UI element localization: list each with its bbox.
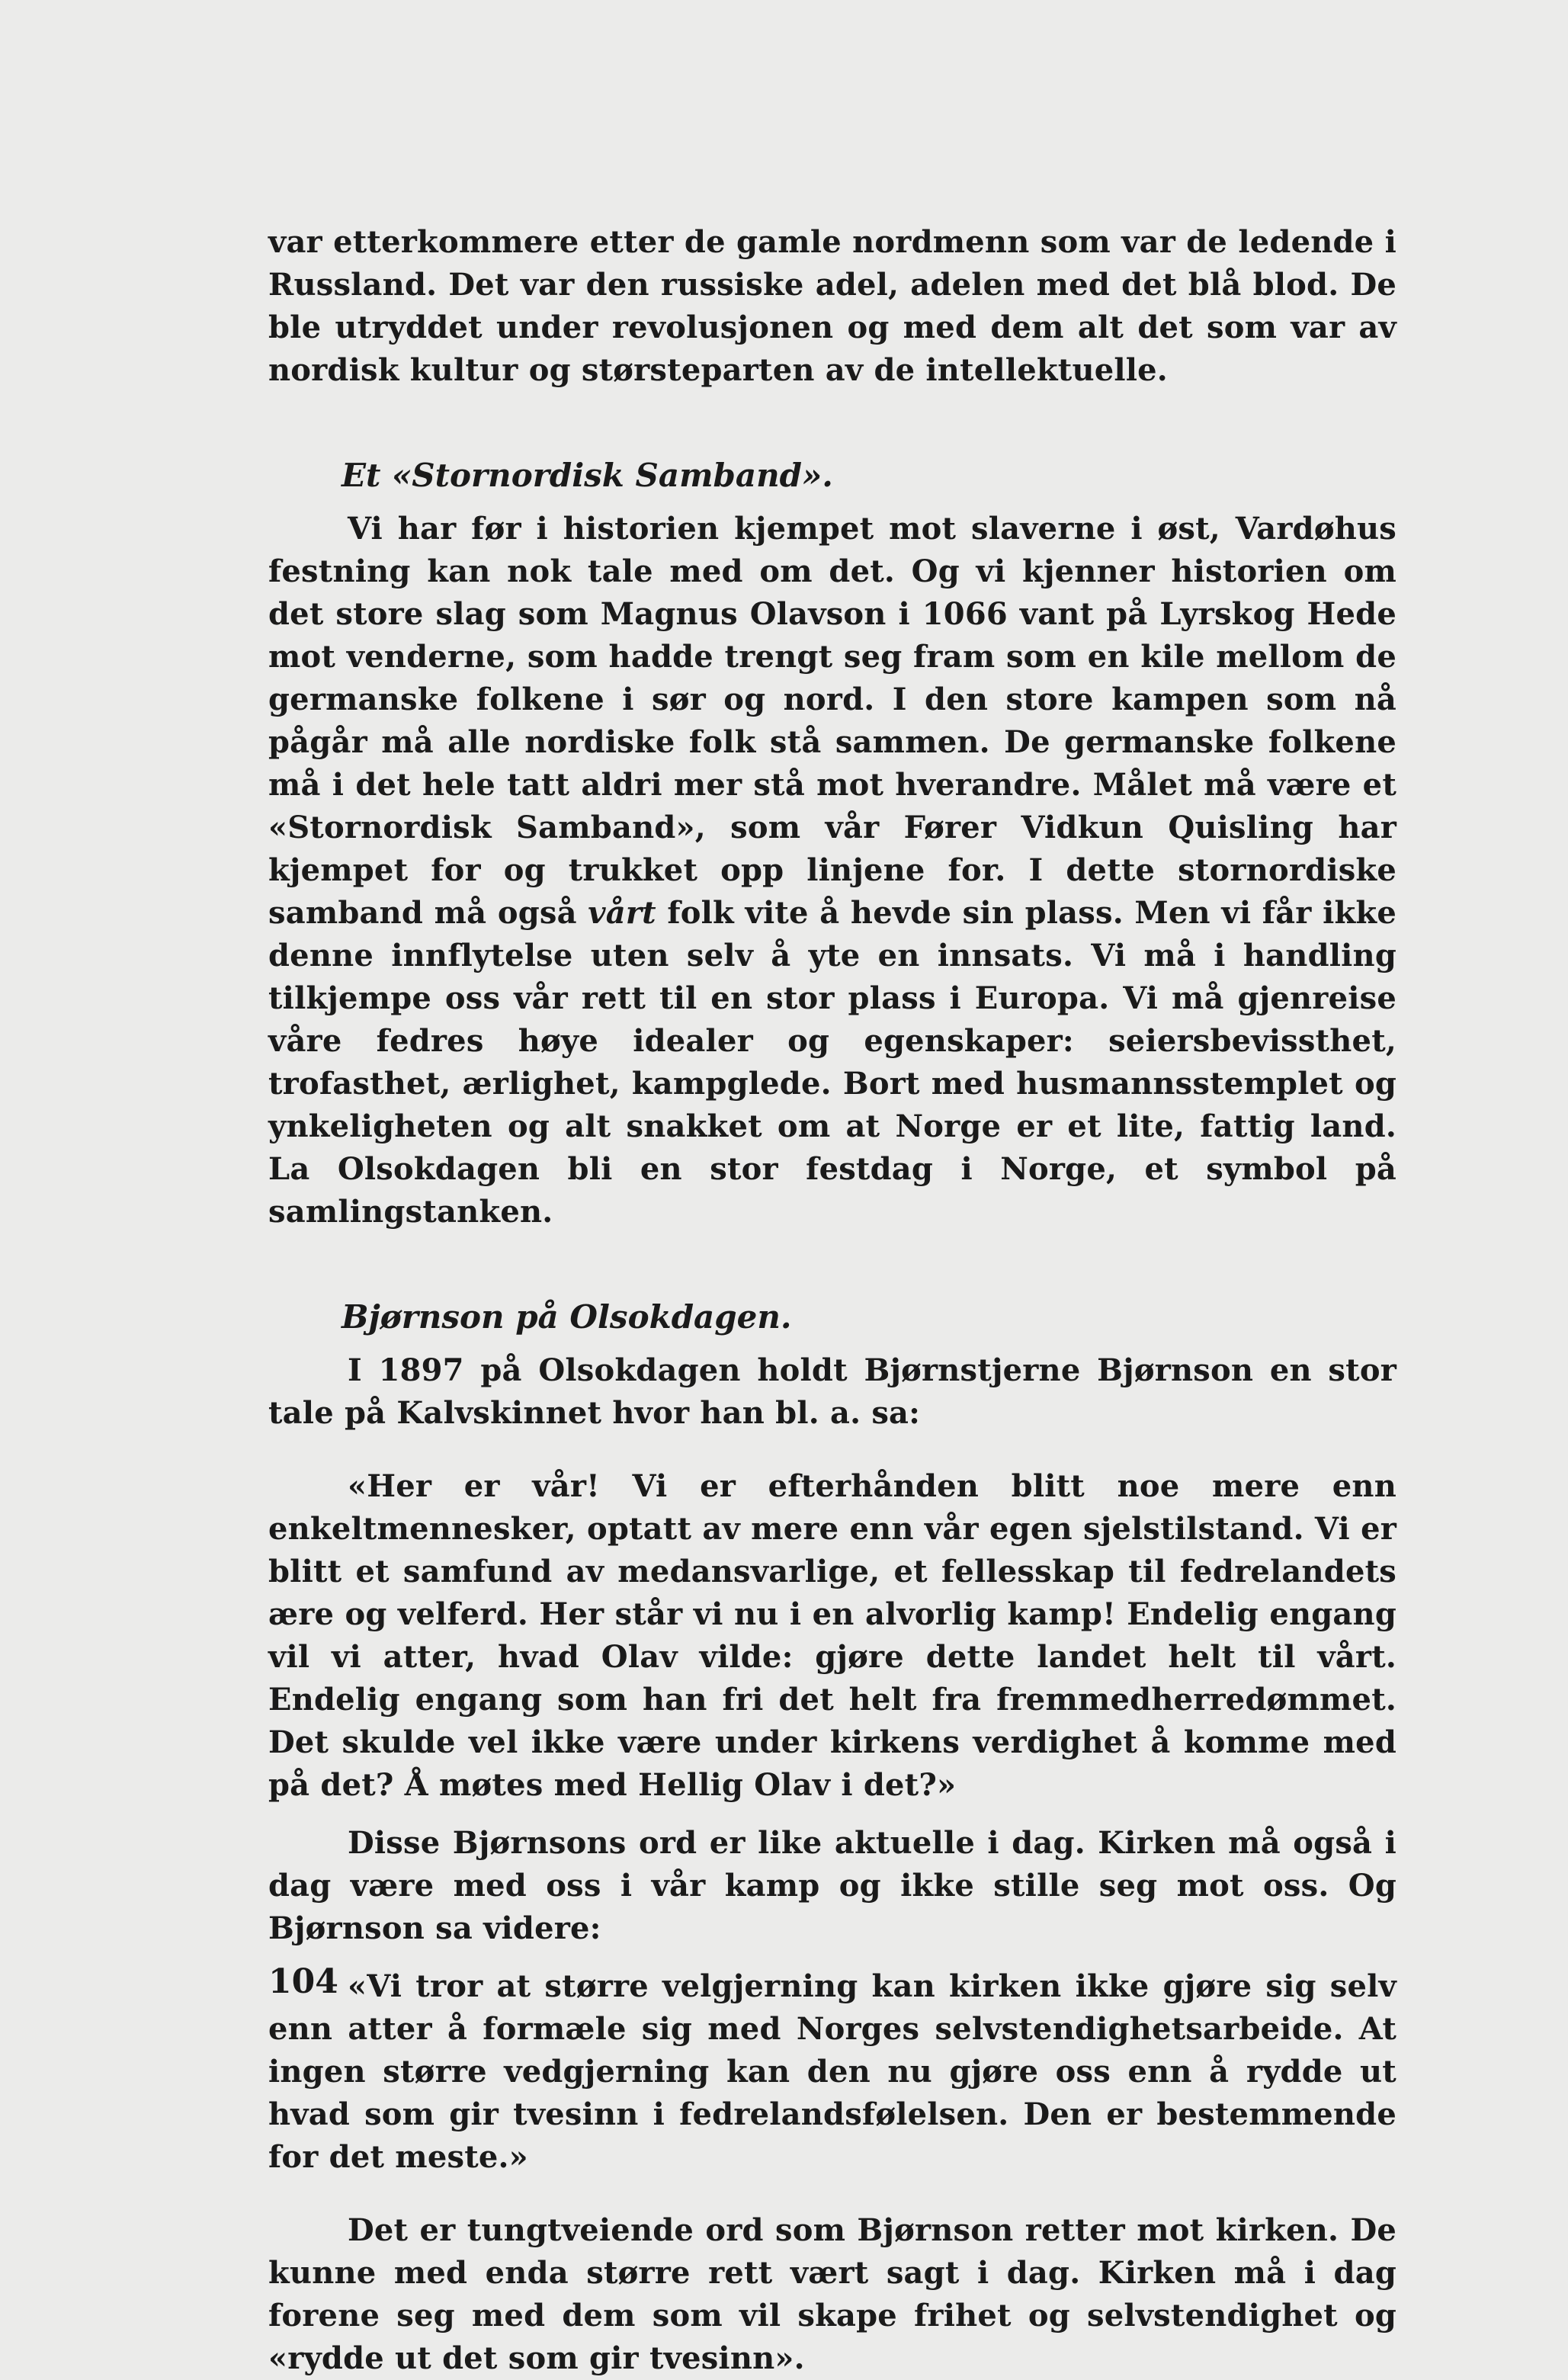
quote-paragraph-2: «Vi tror at større velgjerning kan kirken ikke gjøre sig selv enn atter å formæle sig med Norges selvstendighetsarbeide. At ingen større vedgjerning kan den nu gjøre oss enn å rydde ut hvad som gir tvesinn i fedrelandsfølelsen. Den er bestemmende for det meste.» — [268, 1968, 1396, 2175]
section1-paragraph — [268, 508, 1396, 1233]
page-number: 104 — [268, 1962, 338, 2001]
section1-text-part2: folk vite å hevde sin plass. Men vi får ikke denne innflytelse uten selv å yte en innsats. Vi må i handling tilkjempe oss vår rett til en stor plass i Europa. Vi må gjenreise våre fedres høye idealer og egenskaper: seiersbevissthet, trofasthet, ærlighet, kampglede. Bort med husmannsstemplet og ynkeligheten og alt snakket om at Norge er et lite, fattig land. La Olsokdagen bli en stor festdag i Norge, et symbol på samlingstanken. — [268, 895, 1396, 1230]
section-heading-bjornson: Bjørnson på Olsokdagen. — [341, 1298, 792, 1336]
closing-paragraph: Det er tungtveiende ord som Bjørnson retter mot kirken. De kunne med enda større rett vært sagt i dag. Kirken må i dag forene seg med dem som vil skape frihet og selvstendighet og «rydde ut det som gir tvesinn». — [268, 2212, 1396, 2376]
section2-intro: I 1897 på Olsokdagen holdt Bjørnstjerne Bjørnson en stor tale på Kalvskinnet hvor han bl. a. sa: — [268, 1352, 1396, 1431]
opening-paragraph: var etterkommere etter de gamle nordmenn som var de ledende i Russland. Det var den russiske adel, adelen med det blå blod. De ble utryddet under revolusjonen og med dem alt det som var av nordisk kultur og størsteparten av de intellektuelle. — [268, 224, 1396, 388]
comment-paragraph: Disse Bjørnsons ord er like aktuelle i dag. Kirken må også i dag være med oss i vår kamp og ikke stille seg mot oss. Og Bjørnson sa videre: — [268, 1825, 1396, 1946]
section-heading-stornordisk-samband: Et «Stornordisk Samband». — [341, 457, 833, 494]
section1-text-part1: Vi har før i historien kjempet mot slaverne i øst, Vardøhus festning kan nok tale med om det. Og vi kjenner historien om det store slag som Magnus Olavson i 1066 vant på Lyrskog Hede mot venderne, som hadde trengt seg fram som en kile mellom de germanske folkene i sør og nord. I den store kampen som nå pågår må alle nordiske folk stå sammen. De germanske folkene må i det hele tatt aldri mer stå mot hverandre. Målet må være et «Stornordisk Samband», som vår Fører Vidkun Quisling har kjempet for og trukket opp linjene for. I dette stornordiske samband må også — [268, 511, 1396, 931]
page-content — [268, 221, 1396, 2380]
quote-paragraph-1: «Her er vår! Vi er efterhånden blitt noe mere enn enkeltmennesker, optatt av mere enn vår egen sjelstilstand. Vi er blitt et samfund av medansvarlige, et fellesskap til fedrelandets ære og velferd. Her står vi nu i en alvorlig kamp! Endelig engang vil vi atter, hvad Olav vilde: gjøre dette landet helt til vårt. Endelig engang som han fri det helt fra fremmedherredømmet. Det skulde vel ikke være under kirkens verdighet å komme med på det? Å møtes med Hellig Olav i det?» — [268, 1468, 1396, 1803]
section1-emphasis: vårt — [588, 895, 656, 931]
